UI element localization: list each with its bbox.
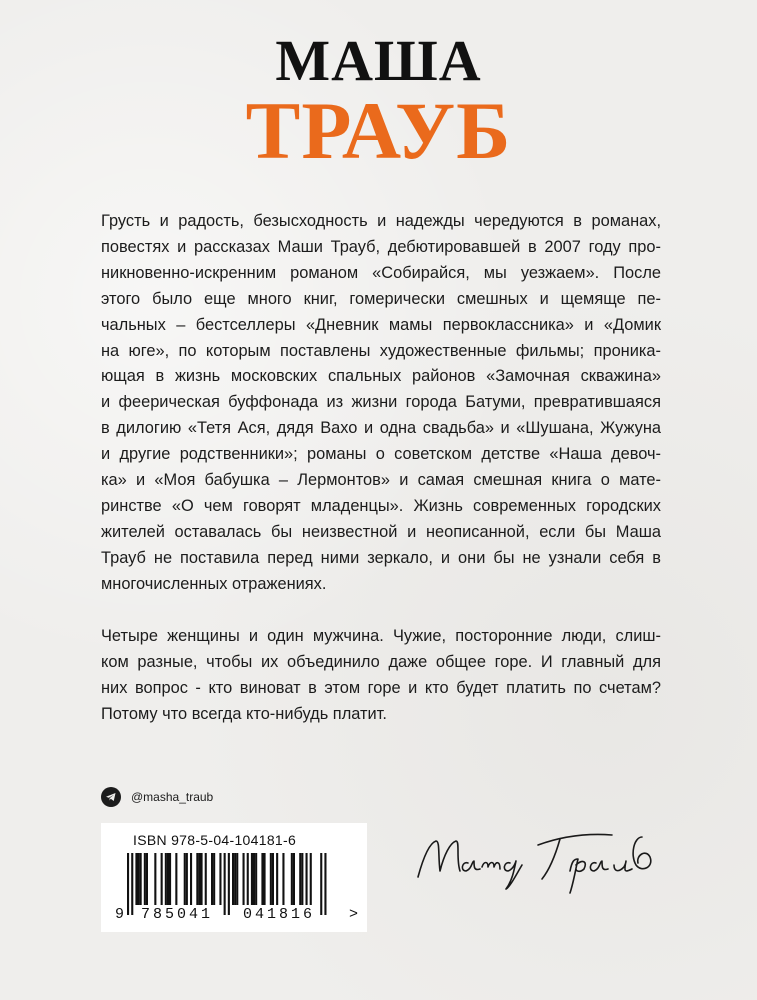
barcode-bar — [247, 853, 249, 905]
barcode-bar — [154, 853, 156, 905]
author-last-name: ТРАУБ — [245, 85, 512, 176]
barcode-bar — [299, 853, 301, 905]
barcode-bar — [135, 853, 137, 905]
barcode-bar — [131, 853, 133, 915]
barcode-bar — [234, 853, 236, 905]
barcode-bar — [232, 853, 234, 905]
ean-left-group: 785041 — [141, 906, 214, 923]
annotation-line: никновенно-искренним романом «Собирайся, мы уезжаем». После — [101, 263, 661, 282]
barcode-bar — [198, 853, 200, 905]
author-first-name: МАША — [275, 28, 482, 93]
barcode-bar — [184, 853, 186, 905]
barcode-bar — [161, 853, 163, 905]
barcode-bar — [213, 853, 215, 905]
annotation-line: на юге», по которым поставлены художественные фильмы; проника- — [101, 341, 661, 360]
barcode-bar — [320, 853, 322, 915]
barcode-bar — [261, 853, 263, 905]
annotation-line: повестях и рассказах Маши Трауб, дебютировавшей в 2007 году про- — [101, 237, 661, 256]
barcode-bar — [219, 853, 221, 905]
annotation-line: жителей оставалась бы неизвестной и неописанной, если бы Маша — [101, 522, 661, 541]
barcode-bar — [196, 853, 198, 905]
barcode-bar — [167, 853, 169, 905]
annotation-line: в дилогию «Тетя Ася, дядя Вахо и одна свадьба» и «Шушана, Жужуна — [101, 419, 661, 438]
barcode-bar — [190, 853, 192, 905]
social-link — [101, 786, 213, 808]
annotation-line: этого было еще много книг, гомерически смешных и щемяще пе- — [101, 289, 661, 308]
annotation-line: и феерическая буффонада из жизни города Батуми, превратившаяся — [101, 393, 661, 412]
annotation-paragraph-2 — [101, 624, 661, 728]
annotation-line: Потому что всегда кто-нибудь платит. — [101, 704, 387, 723]
annotation-line: Трауб не поставила перед ними зеркало, и они бы не узнали себя в — [101, 548, 661, 567]
annotation-line: ком разные, чтобы их объединило даже общее горе. И главный для — [101, 652, 661, 671]
barcode-bar — [228, 853, 230, 915]
barcode-bar — [276, 853, 278, 905]
ean-first-digit: 9 — [115, 906, 125, 923]
annotation-line: Грусть и радость, безысходность и надежды чередуются в романах, — [101, 212, 661, 230]
ean-right-group: 041816 — [243, 906, 316, 923]
barcode-bar — [291, 853, 293, 905]
telegram-handle: @masha_traub — [131, 790, 214, 804]
barcode-bar — [282, 853, 284, 905]
barcode-bar — [272, 853, 274, 905]
annotation-line: Четыре женщины и один мужчина. Чужие, посторонние люди, слиш- — [101, 627, 661, 645]
barcode-bar — [144, 853, 146, 905]
barcode-bar — [293, 853, 295, 905]
barcode-bar — [138, 853, 140, 905]
annotation-line: ющая в жизнь московских спальных районов «Замочная скважина» — [101, 367, 661, 386]
author-signature-image — [410, 815, 660, 895]
barcode-bar — [186, 853, 188, 905]
barcode-bar — [127, 853, 129, 915]
annotation-line: ринстве «О чем говорят младенцы». Жизнь современных городских — [101, 496, 661, 515]
barcode-bar — [270, 853, 272, 905]
isbn-barcode — [101, 823, 367, 932]
barcode-bar — [224, 853, 226, 915]
barcode-bar — [324, 853, 326, 915]
barcode-bar — [205, 853, 207, 905]
annotation-line: ка» и «Моя бабушка – Лермонтов» и самая смешная книга о мате- — [101, 471, 661, 490]
barcode-bar — [236, 853, 238, 905]
isbn-label: ISBN 978-5-04-104181-6 — [133, 832, 297, 848]
barcode-bar — [201, 853, 203, 905]
barcode-bar — [140, 853, 142, 905]
annotation-line: чальных – бестселлеры «Дневник мамы первоклассника» и «Домик — [101, 315, 661, 334]
barcode-bar — [175, 853, 177, 905]
annotation-line: и другие родственники»; романы о советском детстве «Наша девоч- — [101, 445, 661, 464]
barcode-bar — [146, 853, 148, 905]
barcode-bar — [255, 853, 257, 905]
annotation-line: них вопрос - кто виноват в этом горе и кто будет платить по счетам? — [101, 678, 661, 697]
barcode-bar — [211, 853, 213, 905]
telegram-icon — [101, 787, 121, 807]
barcode-bar — [253, 853, 255, 905]
barcode-bar — [251, 853, 253, 905]
ean-arrow: > — [349, 906, 359, 923]
barcode-bar — [165, 853, 167, 905]
annotation-line: многочисленных отражениях. — [101, 574, 327, 593]
barcode-bar — [264, 853, 266, 905]
barcode-bar — [243, 853, 245, 905]
annotation-paragraph-1 — [101, 209, 661, 598]
barcode-bar — [169, 853, 171, 905]
barcode-bar — [310, 853, 312, 905]
barcode-bar — [301, 853, 303, 905]
barcode-bar — [306, 853, 308, 905]
